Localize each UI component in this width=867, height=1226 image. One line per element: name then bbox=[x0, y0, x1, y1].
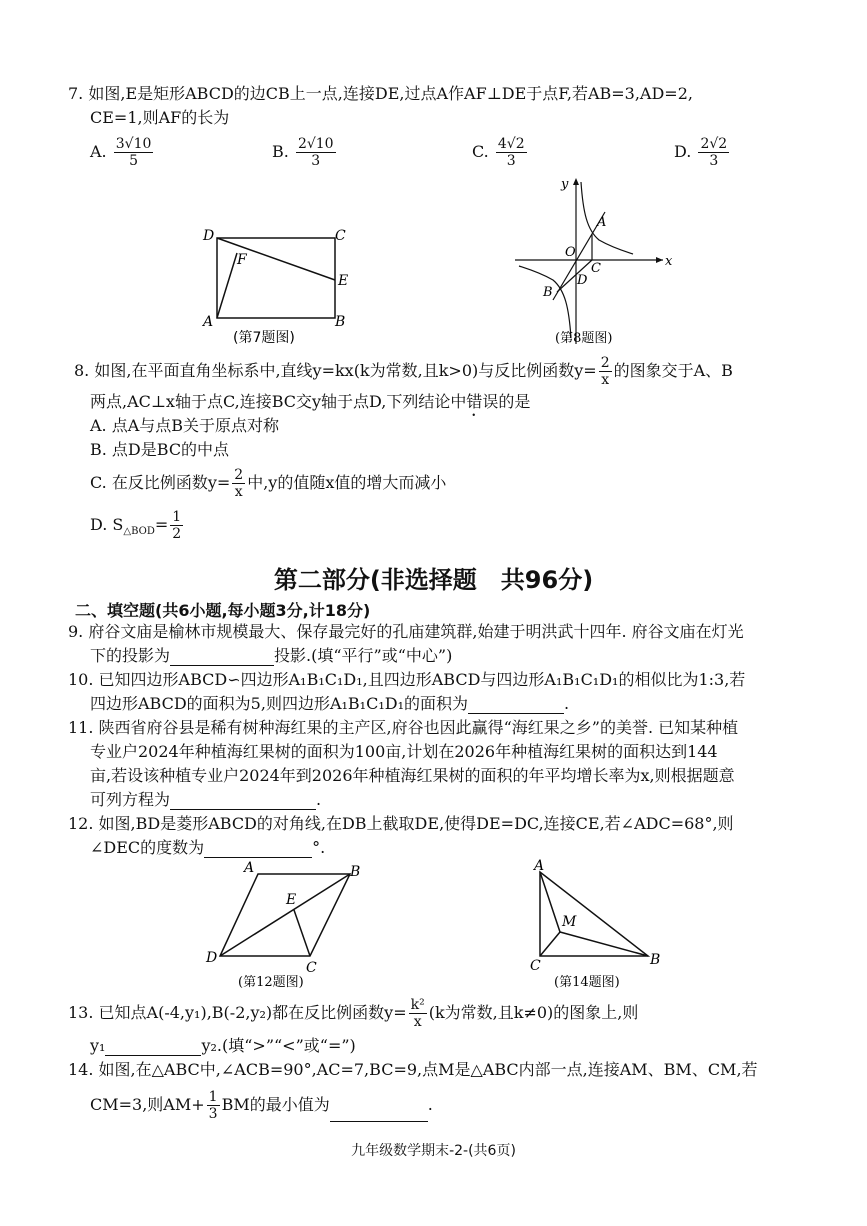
label-d: D bbox=[577, 273, 588, 288]
q13-line1: 13. 已知点A(-4,y₁),B(-2,y₂)都在反比例函数y= $\frac{\text{k²}}{x}$ (k为常数,且k≠0)的图象上,则 bbox=[68, 997, 639, 1030]
q14-caption: (第14题图) bbox=[554, 975, 620, 990]
q8-line2: 两点,AC⊥x轴于点C,连接BC交y轴于点D,下列结论中错误的是 bbox=[90, 392, 531, 411]
label-c: C bbox=[306, 960, 317, 976]
y-axis-arrow bbox=[573, 178, 579, 185]
q8-option-a: A. 点A与点B关于原点对称 bbox=[90, 416, 280, 435]
q8-figure bbox=[515, 172, 675, 352]
q12-line2: ∠DEC的度数为 °. bbox=[90, 838, 326, 857]
segment-bm bbox=[560, 932, 648, 956]
q10-line1: 10. 已知四边形ABCD∽四边形A₁B₁C₁D₁,且四边形ABCD与四边形A₁B₁C₁D₁的相似比为1:3,若 bbox=[68, 670, 746, 689]
q11-line3: 亩,若设该种植专业户2024年到2026年种植海红果树的面积的年平均增长率为x,则根据题意 bbox=[90, 766, 735, 785]
answer-blank[interactable] bbox=[170, 649, 274, 666]
answer-blank[interactable] bbox=[170, 793, 316, 810]
q8-line1: 8. 如图,在平面直角坐标系中,直线y=kx(k为常数,且k>0)与反比例函数y= $\frac{2}{x}$ 的图象交于A、B bbox=[74, 355, 733, 388]
label-a: A bbox=[597, 215, 607, 230]
q9-line2: 下的投影为 投影.(填“平行”或“中心”) bbox=[90, 646, 453, 665]
q8-option-c: C. 在反比例函数y= $\frac{2}{x}$ 中,y的值随x值的增大而减小 bbox=[90, 467, 447, 500]
q14-line1: 14. 如图,在△ABC中,∠ACB=90°,AC=7,BC=9,点M是△ABC内部一点,连接AM、BM、CM,若 bbox=[68, 1060, 758, 1079]
answer-blank[interactable] bbox=[204, 841, 312, 858]
label-a: A bbox=[244, 860, 255, 876]
q8-caption: (第8题图) bbox=[555, 331, 613, 346]
label-x: x bbox=[665, 254, 673, 269]
hyperbola-branch-1 bbox=[581, 182, 633, 254]
label-a: A bbox=[203, 314, 214, 330]
label-b: B bbox=[335, 314, 346, 330]
q7-option-a: A. $\frac{3√10}{5}$ bbox=[90, 136, 152, 169]
q11-line4: 可列方程为 . bbox=[90, 790, 322, 809]
label-c: C bbox=[335, 228, 346, 244]
label-e: E bbox=[286, 892, 297, 908]
label-d: D bbox=[206, 950, 218, 966]
label-b: B bbox=[350, 864, 361, 880]
label-f: F bbox=[237, 252, 247, 268]
label-y: y bbox=[561, 177, 569, 192]
label-m: M bbox=[562, 914, 577, 930]
answer-blank[interactable] bbox=[330, 1105, 428, 1122]
segment-af bbox=[217, 253, 237, 318]
segment-ce bbox=[294, 910, 310, 956]
q7-line1: 7. 如图,E是矩形ABCD的边CB上一点,连接DE,过点A作AF⊥DE于点F,若AB=3,AD=2, bbox=[68, 84, 693, 103]
q7-option-c: C. $\frac{4√2}{3}$ bbox=[472, 136, 525, 169]
label-c: C bbox=[591, 261, 601, 276]
q8-option-b: B. 点D是BC的中点 bbox=[90, 440, 230, 459]
q11-line1: 11. 陕西省府谷县是稀有树种海红果的主产区,府谷也因此赢得“海红果之乡”的美誉. 已知某种植 bbox=[68, 718, 739, 737]
q7-line2: CE=1,则AF的长为 bbox=[90, 108, 230, 127]
q7-option-d: D. $\frac{2√2}{3}$ bbox=[674, 136, 728, 169]
q10-line2: 四边形ABCD的面积为5,则四边形A₁B₁C₁D₁的面积为 . bbox=[90, 694, 570, 713]
q12-caption: (第12题图) bbox=[238, 975, 304, 990]
q7-option-b: B. $\frac{2√10}{3}$ bbox=[272, 136, 334, 169]
q7-figure bbox=[195, 222, 365, 352]
q12-line1: 12. 如图,BD是菱形ABCD的对角线,在DB上截取DE,使得DE=DC,连接CE,若∠ADC=68°,则 bbox=[68, 814, 734, 833]
q9-line1: 9. 府谷文庙是榆林市规模最大、保存最完好的孔庙建筑群,始建于明洪武十四年. 府谷文庙在灯光 bbox=[68, 622, 744, 641]
label-o: O bbox=[565, 245, 576, 260]
q11-line2: 专业户2024年种植海红果树的面积为100亩,计划在2026年种植海红果树的面积达到144 bbox=[90, 742, 718, 761]
label-b: B bbox=[543, 285, 553, 300]
hyperbola-branch-2 bbox=[519, 266, 571, 338]
page-footer: 九年级数学期末-2-(共6页) bbox=[351, 1143, 516, 1159]
answer-blank[interactable] bbox=[105, 1039, 201, 1056]
q7-caption: (第7题图) bbox=[233, 330, 295, 346]
segment-cm bbox=[540, 932, 560, 956]
label-e: E bbox=[338, 273, 349, 289]
part2-subtitle: 二、填空题(共6小题,每小题3分,计18分) bbox=[75, 601, 371, 620]
x-axis-arrow bbox=[656, 257, 663, 263]
q12-figure bbox=[200, 858, 370, 990]
q14-figure bbox=[522, 856, 692, 990]
q13-line2: y₁ y₂.(填“>”“<”或“=”) bbox=[90, 1036, 356, 1055]
answer-blank[interactable] bbox=[468, 697, 564, 714]
part2-title: 第二部分(非选择题 共96分) bbox=[273, 566, 594, 594]
segment-am bbox=[540, 872, 560, 932]
q14-line2: CM=3,则AM+ $\frac{1}{3}$ BM的最小值为 . bbox=[90, 1089, 433, 1122]
emphasis-error: 错误 bbox=[466, 392, 499, 411]
label-b: B bbox=[650, 952, 661, 968]
q8-option-d: D. $S_{\triangle BOD}=$ $\frac{1}{2}$ bbox=[90, 509, 182, 542]
label-d: D bbox=[203, 228, 215, 244]
label-c: C bbox=[530, 958, 541, 974]
triangle-abc bbox=[540, 872, 648, 956]
label-a: A bbox=[534, 858, 545, 874]
rectangle-abcd bbox=[217, 238, 335, 318]
